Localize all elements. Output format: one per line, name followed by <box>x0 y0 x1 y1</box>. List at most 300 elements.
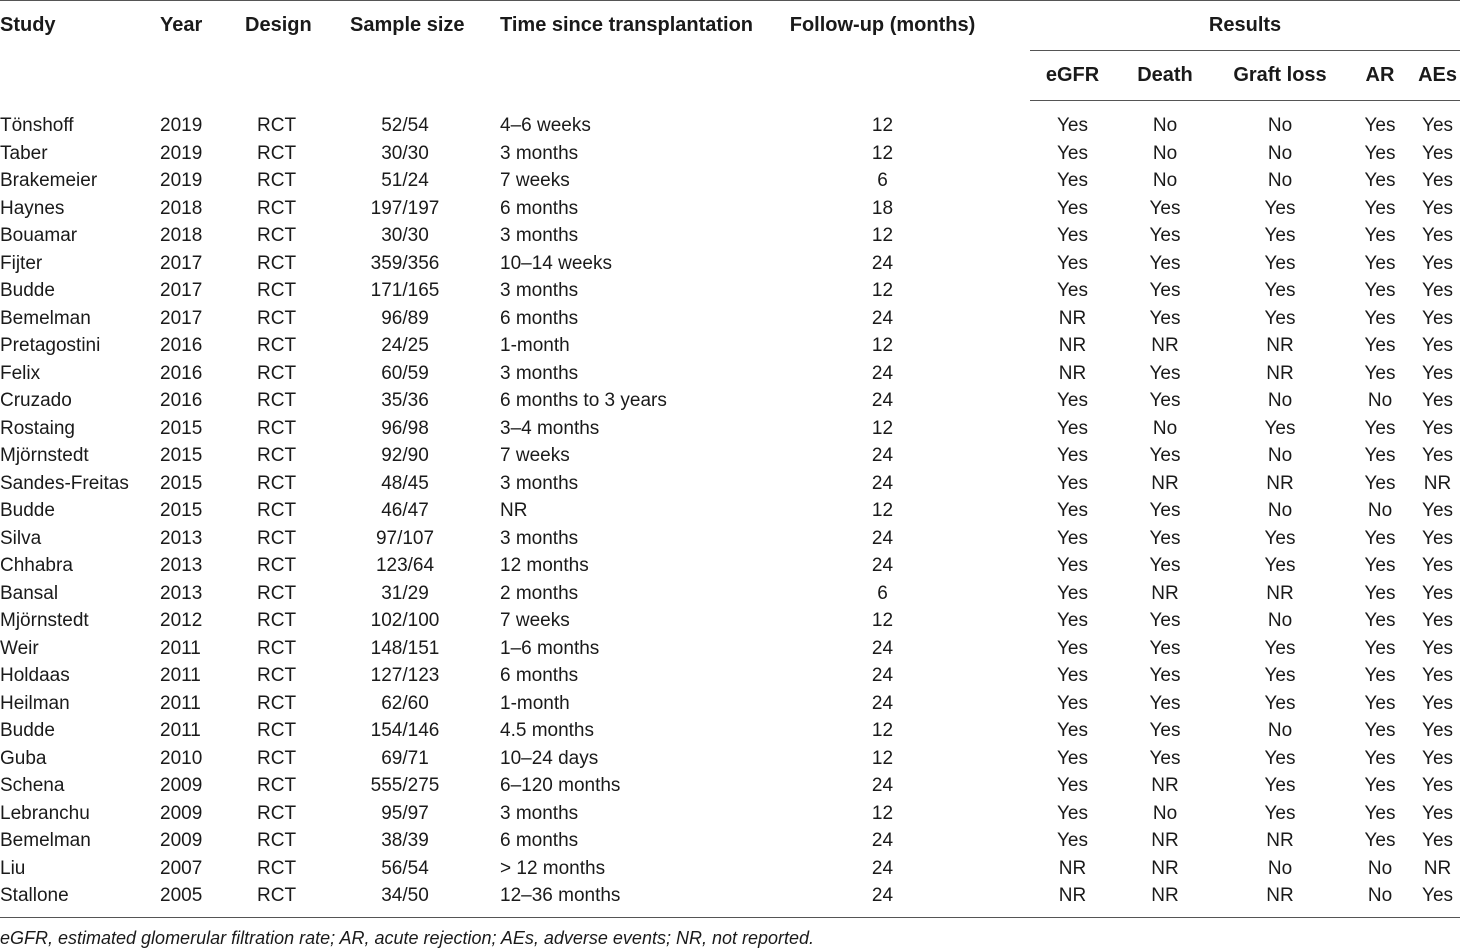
cell-followup: 24 <box>871 665 894 687</box>
cell-ar: Yes <box>1364 747 1396 769</box>
cell-death: Yes <box>1149 555 1181 577</box>
table-row <box>0 305 1460 333</box>
cell-design: RCT <box>257 500 297 522</box>
cell-design: RCT <box>257 527 297 549</box>
cell-sample-size: 97/107 <box>375 527 435 549</box>
cell-aes: NR <box>1423 472 1452 494</box>
cell-aes: Yes <box>1422 830 1454 852</box>
table-row <box>0 415 1460 443</box>
cell-study: Chhabra <box>0 555 73 577</box>
cell-aes: Yes <box>1422 252 1454 274</box>
cell-death: Yes <box>1149 390 1181 412</box>
cell-graft-loss: No <box>1267 142 1293 164</box>
cell-sample-size: 30/30 <box>381 225 429 247</box>
cell-design: RCT <box>257 637 297 659</box>
cell-aes: Yes <box>1422 582 1454 604</box>
cell-ar: Yes <box>1364 170 1396 192</box>
cell-year: 2016 <box>160 335 203 357</box>
cell-graft-loss: No <box>1267 720 1293 742</box>
cell-egfr: Yes <box>1057 472 1088 494</box>
cell-aes: Yes <box>1422 637 1454 659</box>
col-header-design: Design <box>245 14 312 36</box>
cell-year: 2015 <box>160 500 203 522</box>
cell-followup: 24 <box>871 555 894 577</box>
cell-ar: Yes <box>1364 280 1396 302</box>
cell-aes: Yes <box>1422 802 1454 824</box>
cell-sample-size: 52/54 <box>381 115 429 136</box>
cell-followup: 12 <box>871 802 894 824</box>
cell-design: RCT <box>257 335 297 357</box>
cell-graft-loss: No <box>1267 115 1293 137</box>
cell-ar: Yes <box>1364 472 1396 494</box>
cell-study: Heilman <box>0 692 70 714</box>
cell-time: 4.5 months <box>500 720 594 742</box>
cell-death: Yes <box>1149 280 1181 302</box>
table-row <box>0 855 1460 883</box>
table-row <box>0 278 1460 306</box>
cell-ar: No <box>1367 390 1393 412</box>
cell-time: 1-month <box>500 335 570 357</box>
cell-year: 2017 <box>160 307 203 329</box>
table-row <box>0 663 1460 691</box>
table-row <box>0 250 1460 278</box>
table-row <box>0 333 1460 361</box>
cell-ar: Yes <box>1364 417 1396 439</box>
cell-followup: 24 <box>871 775 894 797</box>
cell-aes: Yes <box>1422 610 1454 632</box>
cell-design: RCT <box>257 472 297 494</box>
cell-egfr: Yes <box>1057 610 1088 632</box>
cell-sample-size: 555/275 <box>370 775 440 797</box>
cell-time: 3–4 months <box>500 417 600 439</box>
cell-study: Holdaas <box>0 665 70 687</box>
cell-aes: Yes <box>1422 307 1454 329</box>
cell-aes: Yes <box>1422 692 1454 714</box>
cell-year: 2018 <box>160 225 203 247</box>
cell-followup: 24 <box>871 307 894 329</box>
cell-sample-size: 96/89 <box>381 307 429 329</box>
cell-followup: 12 <box>871 610 894 632</box>
cell-death: Yes <box>1149 527 1181 549</box>
cell-aes: Yes <box>1422 280 1454 302</box>
cell-ar: Yes <box>1364 665 1396 687</box>
table-row <box>0 100 1460 140</box>
cell-aes: Yes <box>1422 170 1454 192</box>
table-row <box>0 140 1460 168</box>
cell-death: Yes <box>1149 720 1181 742</box>
cell-graft-loss: Yes <box>1264 637 1296 659</box>
cell-followup: 12 <box>871 720 894 742</box>
cell-graft-loss: No <box>1267 857 1293 879</box>
cell-time: 6 months <box>500 830 579 852</box>
cell-aes: Yes <box>1422 390 1454 412</box>
cell-study: Haynes <box>0 197 65 219</box>
cell-death: Yes <box>1149 225 1181 247</box>
cell-followup: 24 <box>871 885 894 907</box>
table-row <box>0 525 1460 553</box>
cell-ar: Yes <box>1364 555 1396 577</box>
col-header-results: Results <box>1030 0 1460 50</box>
cell-graft-loss: NR <box>1266 582 1294 604</box>
cell-study: Mjörnstedt <box>0 610 89 632</box>
cell-aes: NR <box>1423 857 1452 879</box>
cell-egfr: Yes <box>1057 445 1088 467</box>
col-header-graft-loss: Graft loss <box>1215 50 1345 100</box>
cell-sample-size: 69/71 <box>381 747 429 769</box>
col-header-time: Time since transplantation <box>500 14 754 36</box>
cell-ar: Yes <box>1364 445 1396 467</box>
cell-followup: 24 <box>871 472 894 494</box>
cell-death: Yes <box>1149 307 1181 329</box>
cell-sample-size: 48/45 <box>381 472 429 494</box>
cell-study: Tönshoff <box>0 115 74 136</box>
cell-followup: 24 <box>871 527 894 549</box>
cell-ar: No <box>1367 885 1393 907</box>
cell-design: RCT <box>257 362 297 384</box>
table-row <box>0 718 1460 746</box>
cell-followup: 6 <box>877 582 888 604</box>
cell-ar: Yes <box>1364 637 1396 659</box>
col-header-death: Death <box>1115 50 1215 100</box>
cell-year: 2011 <box>160 637 201 659</box>
cell-design: RCT <box>257 692 297 714</box>
top-rule <box>0 0 1460 1</box>
col-header-study: Study <box>0 14 56 36</box>
cell-time: 10–24 days <box>500 747 599 769</box>
cell-death: NR <box>1151 830 1179 852</box>
cell-followup: 24 <box>871 692 894 714</box>
cell-death: Yes <box>1149 692 1181 714</box>
cell-design: RCT <box>257 280 297 302</box>
cell-year: 2018 <box>160 197 203 219</box>
cell-graft-loss: Yes <box>1264 197 1296 219</box>
cell-design: RCT <box>257 142 297 164</box>
table-row <box>0 580 1460 608</box>
cell-sample-size: 24/25 <box>381 335 429 357</box>
cell-graft-loss: Yes <box>1264 225 1296 247</box>
cell-followup: 12 <box>871 142 894 164</box>
cell-sample-size: 35/36 <box>381 390 429 412</box>
cell-ar: Yes <box>1364 720 1396 742</box>
cell-design: RCT <box>257 225 297 247</box>
cell-graft-loss: Yes <box>1264 802 1296 824</box>
cell-time: 7 weeks <box>500 445 570 467</box>
cell-sample-size: 148/151 <box>370 637 440 659</box>
cell-ar: Yes <box>1364 830 1396 852</box>
cell-egfr: Yes <box>1057 417 1088 439</box>
cell-design: RCT <box>257 307 297 329</box>
cell-aes: Yes <box>1422 775 1454 797</box>
cell-death: No <box>1152 115 1178 137</box>
cell-time: 12–36 months <box>500 885 621 907</box>
cell-egfr: NR <box>1058 885 1087 907</box>
cell-time: 6 months to 3 years <box>500 390 667 412</box>
cell-egfr: NR <box>1058 307 1087 329</box>
cell-death: Yes <box>1149 747 1181 769</box>
cell-study: Felix <box>0 362 41 384</box>
cell-egfr: Yes <box>1057 802 1088 824</box>
cell-ar: Yes <box>1364 197 1396 219</box>
cell-aes: Yes <box>1422 445 1454 467</box>
cell-year: 2016 <box>160 362 203 384</box>
cell-design: RCT <box>257 610 297 632</box>
cell-followup: 12 <box>871 280 894 302</box>
cell-time: NR <box>500 500 528 522</box>
cell-sample-size: 92/90 <box>381 445 429 467</box>
table-row <box>0 690 1460 718</box>
cell-sample-size: 96/98 <box>381 417 429 439</box>
cell-aes: Yes <box>1422 720 1454 742</box>
cell-death: NR <box>1151 885 1179 907</box>
cell-sample-size: 62/60 <box>381 692 429 714</box>
table-row <box>0 800 1460 828</box>
cell-time: 3 months <box>500 472 579 494</box>
cell-year: 2016 <box>160 390 203 412</box>
cell-sample-size: 60/59 <box>381 362 429 384</box>
table-row <box>0 470 1460 498</box>
cell-design: RCT <box>257 802 297 824</box>
table-row <box>0 443 1460 471</box>
cell-graft-loss: No <box>1267 610 1293 632</box>
cell-ar: Yes <box>1364 115 1396 137</box>
cell-followup: 12 <box>871 115 894 136</box>
cell-design: RCT <box>257 747 297 769</box>
cell-egfr: Yes <box>1057 747 1088 769</box>
table-row <box>0 360 1460 388</box>
cell-egfr: NR <box>1058 362 1087 384</box>
cell-death: NR <box>1151 775 1179 797</box>
cell-followup: 12 <box>871 747 894 769</box>
table-header <box>0 0 1460 100</box>
table-row <box>0 553 1460 581</box>
cell-ar: Yes <box>1364 582 1396 604</box>
cell-design: RCT <box>257 775 297 797</box>
col-header-followup: Follow-up (months) <box>789 14 976 36</box>
cell-aes: Yes <box>1422 500 1454 522</box>
cell-graft-loss: Yes <box>1264 527 1296 549</box>
cell-graft-loss: NR <box>1266 335 1294 357</box>
cell-study: Taber <box>0 142 48 164</box>
cell-death: Yes <box>1149 445 1181 467</box>
cell-study: Cruzado <box>0 390 72 412</box>
cell-time: 3 months <box>500 527 579 549</box>
cell-aes: Yes <box>1422 362 1454 384</box>
cell-followup: 24 <box>871 362 894 384</box>
cell-graft-loss: No <box>1267 500 1293 522</box>
cell-followup: 24 <box>871 637 894 659</box>
cell-time: 6 months <box>500 665 579 687</box>
table-row <box>0 168 1460 196</box>
cell-followup: 6 <box>877 170 888 192</box>
cell-design: RCT <box>257 720 297 742</box>
cell-egfr: Yes <box>1057 720 1088 742</box>
cell-time: 6 months <box>500 307 579 329</box>
cell-ar: Yes <box>1364 775 1396 797</box>
cell-egfr: Yes <box>1057 252 1088 274</box>
cell-ar: Yes <box>1364 307 1396 329</box>
cell-followup: 24 <box>871 445 894 467</box>
cell-sample-size: 102/100 <box>370 610 440 632</box>
cell-followup: 24 <box>871 857 894 879</box>
cell-design: RCT <box>257 857 297 879</box>
cell-graft-loss: Yes <box>1264 692 1296 714</box>
cell-graft-loss: Yes <box>1264 417 1296 439</box>
cell-ar: Yes <box>1364 362 1396 384</box>
cell-year: 2013 <box>160 555 203 577</box>
table-row <box>0 608 1460 636</box>
cell-ar: Yes <box>1364 527 1396 549</box>
col-header-aes: AEs <box>1415 50 1460 100</box>
cell-death: NR <box>1151 472 1179 494</box>
cell-graft-loss: Yes <box>1264 307 1296 329</box>
cell-aes: Yes <box>1422 335 1454 357</box>
cell-ar: Yes <box>1364 252 1396 274</box>
cell-year: 2013 <box>160 582 203 604</box>
cell-graft-loss: Yes <box>1264 775 1296 797</box>
cell-graft-loss: NR <box>1266 362 1294 384</box>
cell-time: 4–6 weeks <box>500 115 591 136</box>
cell-sample-size: 154/146 <box>370 720 440 742</box>
table-body <box>0 100 1460 910</box>
cell-sample-size: 197/197 <box>370 197 440 219</box>
cell-aes: Yes <box>1422 527 1454 549</box>
cell-year: 2019 <box>160 170 203 192</box>
cell-graft-loss: Yes <box>1264 555 1296 577</box>
cell-ar: Yes <box>1364 802 1396 824</box>
cell-year: 2015 <box>160 472 203 494</box>
cell-ar: Yes <box>1364 142 1396 164</box>
cell-time: 2 months <box>500 582 579 604</box>
bottom-rule <box>0 917 1460 918</box>
cell-death: No <box>1152 417 1178 439</box>
cell-ar: Yes <box>1364 610 1396 632</box>
cell-study: Rostaing <box>0 417 75 439</box>
cell-study: Fijter <box>0 252 43 274</box>
cell-death: No <box>1152 802 1178 824</box>
cell-egfr: Yes <box>1057 280 1088 302</box>
cell-sample-size: 31/29 <box>381 582 429 604</box>
cell-year: 2009 <box>160 830 203 852</box>
cell-ar: Yes <box>1364 335 1396 357</box>
table-row <box>0 223 1460 251</box>
table-row <box>0 498 1460 526</box>
cell-death: Yes <box>1149 665 1181 687</box>
cell-study: Weir <box>0 637 39 659</box>
cell-study: Bouamar <box>0 225 78 247</box>
table-row <box>0 883 1460 911</box>
table-row <box>0 745 1460 773</box>
cell-design: RCT <box>257 197 297 219</box>
cell-year: 2015 <box>160 445 203 467</box>
table-footnote: eGFR, estimated glomerular filtration rate; AR, acute rejection; AEs, adverse events; NR, not reported. <box>0 928 815 948</box>
cell-sample-size: 51/24 <box>381 170 429 192</box>
cell-time: 6 months <box>500 197 579 219</box>
cell-aes: Yes <box>1422 747 1454 769</box>
cell-aes: Yes <box>1422 197 1454 219</box>
table-row <box>0 828 1460 856</box>
cell-sample-size: 95/97 <box>381 802 429 824</box>
cell-time: 3 months <box>500 280 579 302</box>
cell-ar: No <box>1367 500 1393 522</box>
cell-egfr: NR <box>1058 335 1087 357</box>
cell-ar: Yes <box>1364 692 1396 714</box>
cell-year: 2019 <box>160 142 203 164</box>
cell-egfr: Yes <box>1057 637 1088 659</box>
cell-death: NR <box>1151 582 1179 604</box>
cell-time: > 12 months <box>500 857 606 879</box>
cell-sample-size: 127/123 <box>370 665 440 687</box>
cell-time: 7 weeks <box>500 610 570 632</box>
cell-time: 6–120 months <box>500 775 621 797</box>
cell-egfr: Yes <box>1057 500 1088 522</box>
cell-design: RCT <box>257 417 297 439</box>
cell-design: RCT <box>257 665 297 687</box>
cell-egfr: Yes <box>1057 527 1088 549</box>
cell-design: RCT <box>257 582 297 604</box>
cell-death: Yes <box>1149 500 1181 522</box>
cell-death: Yes <box>1149 362 1181 384</box>
cell-study: Bemelman <box>0 307 91 329</box>
cell-followup: 24 <box>871 390 894 412</box>
table-row <box>0 388 1460 416</box>
cell-aes: Yes <box>1422 555 1454 577</box>
cell-study: Budde <box>0 500 55 522</box>
cell-egfr: Yes <box>1057 225 1088 247</box>
table-row <box>0 635 1460 663</box>
cell-egfr: Yes <box>1057 390 1088 412</box>
cell-year: 2019 <box>160 115 203 136</box>
cell-design: RCT <box>257 115 297 136</box>
cell-egfr: Yes <box>1057 582 1088 604</box>
cell-graft-loss: NR <box>1266 472 1294 494</box>
cell-study: Bemelman <box>0 830 91 852</box>
cell-egfr: Yes <box>1057 555 1088 577</box>
cell-egfr: Yes <box>1057 775 1088 797</box>
cell-graft-loss: No <box>1267 170 1293 192</box>
cell-graft-loss: Yes <box>1264 252 1296 274</box>
cell-year: 2012 <box>160 610 203 632</box>
cell-followup: 12 <box>871 335 894 357</box>
cell-sample-size: 30/30 <box>381 142 429 164</box>
cell-egfr: NR <box>1058 857 1087 879</box>
cell-study: Liu <box>0 857 26 879</box>
cell-study: Pretagostini <box>0 335 101 357</box>
cell-egfr: Yes <box>1057 197 1088 219</box>
cell-time: 3 months <box>500 142 579 164</box>
cell-egfr: Yes <box>1057 665 1088 687</box>
cell-study: Budde <box>0 280 55 302</box>
cell-study: Stallone <box>0 885 69 907</box>
table-row <box>0 773 1460 801</box>
cell-study: Bansal <box>0 582 59 604</box>
cell-time: 7 weeks <box>500 170 570 192</box>
cell-sample-size: 359/356 <box>370 252 440 274</box>
col-header-ar: AR <box>1345 50 1415 100</box>
cell-year: 2010 <box>160 747 203 769</box>
cell-study: Guba <box>0 747 47 769</box>
cell-design: RCT <box>257 390 297 412</box>
cell-egfr: Yes <box>1057 170 1088 192</box>
cell-egfr: Yes <box>1057 115 1088 137</box>
cell-time: 3 months <box>500 362 579 384</box>
cell-death: NR <box>1151 335 1179 357</box>
cell-aes: Yes <box>1422 225 1454 247</box>
cell-time: 1–6 months <box>500 637 600 659</box>
cell-study: Silva <box>0 527 42 549</box>
cell-year: 2009 <box>160 775 203 797</box>
cell-death: Yes <box>1149 637 1181 659</box>
cell-time: 10–14 weeks <box>500 252 612 274</box>
